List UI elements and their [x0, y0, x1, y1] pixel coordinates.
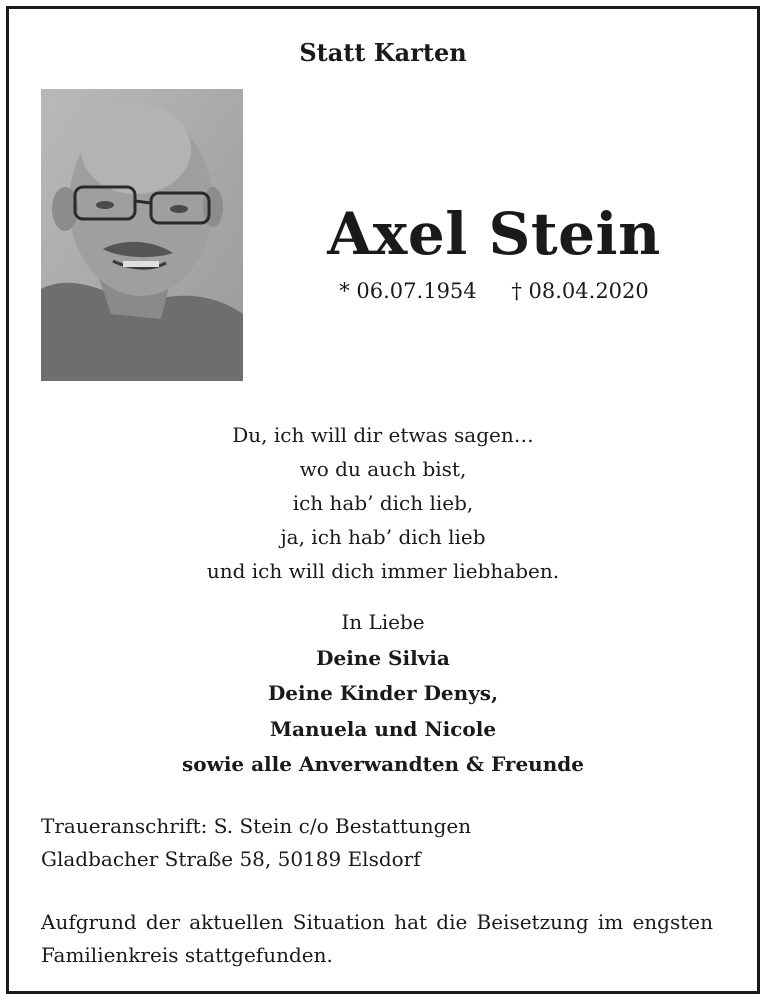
signoff-intro: In Liebe: [341, 610, 425, 634]
death-date: † 08.04.2020: [511, 279, 649, 303]
page-title: Statt Karten: [299, 38, 467, 67]
mourner-name: Deine Silvia: [316, 645, 450, 670]
life-dates: [268, 279, 720, 303]
burial-notice: Aufgrund der aktuellen Situation hat die Beisetzung im engsten Familienkreis stattgefunden.: [41, 910, 713, 967]
address-line: Gladbacher Straße 58, 50189 Elsdorf: [41, 847, 421, 871]
poem-line: ja, ich hab’ dich lieb: [280, 525, 486, 549]
mourning-address: [41, 810, 471, 876]
poem-line: und ich will dich immer liebhaben.: [206, 559, 560, 583]
deceased-name: Axel Stein: [327, 200, 661, 268]
mourner-name: sowie alle Anverwandten & Freunde: [182, 752, 584, 776]
poem-line: Du, ich will dir etwas sagen…: [232, 423, 534, 447]
signoff: [0, 605, 766, 783]
address-line: Traueranschrift: S. Stein c/o Bestattungen: [41, 814, 472, 838]
memorial-poem: [0, 418, 766, 588]
mourner-name: Deine Kinder Denys,: [267, 681, 499, 705]
mourner-name: Manuela und Nicole: [269, 716, 497, 741]
birth-date: * 06.07.1954: [339, 279, 477, 303]
portrait-photo: [41, 89, 243, 381]
poem-line: wo du auch bist,: [299, 457, 467, 481]
poem-line: ich hab’ dich lieb,: [292, 491, 474, 515]
